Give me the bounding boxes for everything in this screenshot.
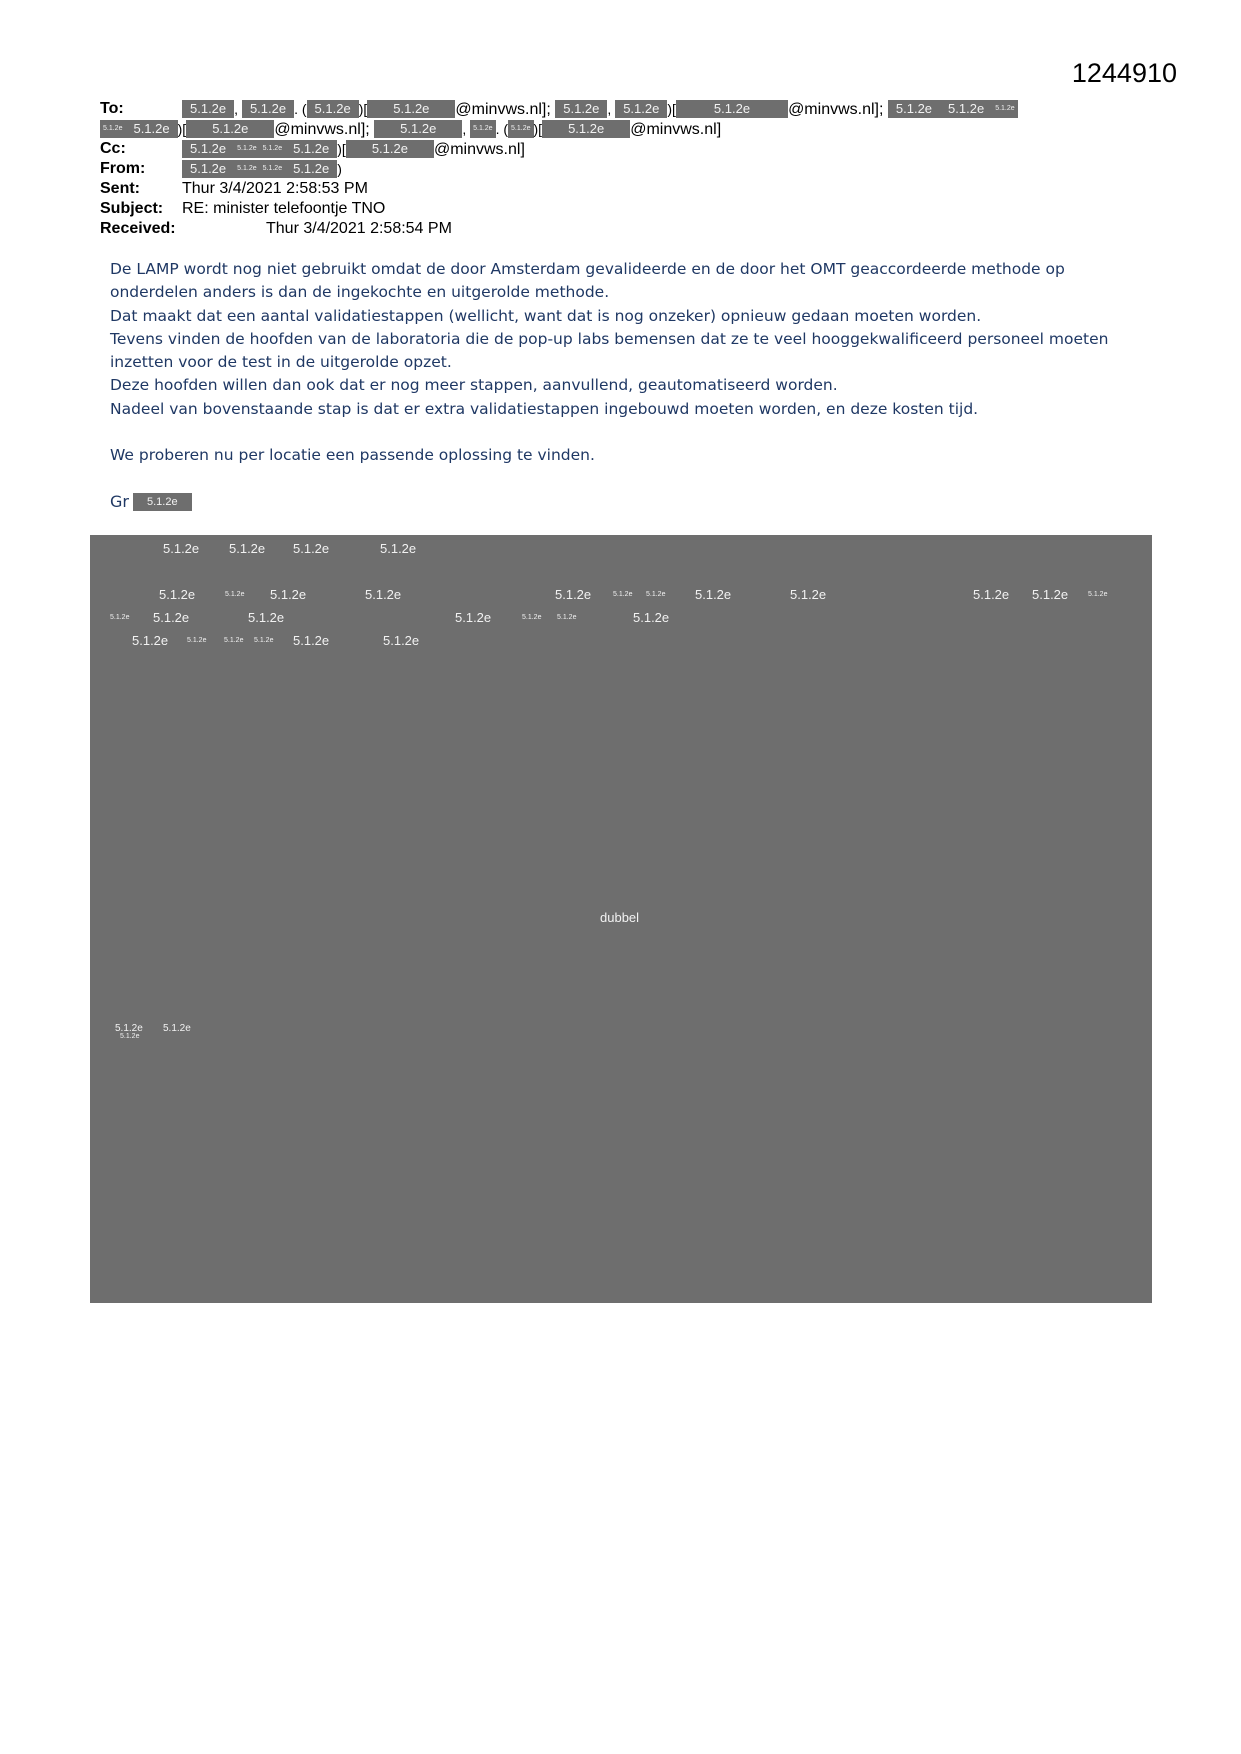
redacted-block — [90, 535, 1152, 1303]
cc-row — [100, 139, 1140, 159]
sent-label: Sent: — [100, 180, 140, 197]
redaction: 5.1.2e — [234, 140, 259, 158]
redaction-label: 5.1.2e — [254, 637, 274, 644]
redaction: 5.1.2e — [100, 120, 125, 138]
from-row — [100, 159, 1140, 179]
greeting — [110, 492, 192, 512]
redaction-label: 5.1.2e — [646, 591, 666, 598]
subject-value: RE: minister telefoontje TNO — [182, 200, 386, 217]
redaction: 5.1.2e — [542, 120, 630, 138]
redaction-label: 5.1.2e — [695, 587, 732, 602]
email-domain: @minvws.nl] — [630, 121, 722, 138]
redaction-label: 5.1.2e — [973, 587, 1010, 602]
subject-label: Subject: — [100, 200, 164, 217]
body-line: Deze hoofden willen dan ook dat er nog meer stappen, aanvullend, geautomatiseerd worden. — [110, 376, 838, 395]
redaction: 5.1.2e — [242, 100, 294, 118]
redaction: 5.1.2e — [367, 100, 455, 118]
sent-value: Thur 3/4/2021 2:58:53 PM — [182, 180, 368, 197]
redaction: 5.1.2e — [508, 120, 533, 138]
redaction-label: 5.1.2e — [110, 614, 130, 621]
redaction-label: 5.1.2e — [633, 610, 670, 625]
redaction-label: 5.1.2e — [159, 587, 196, 602]
redaction-label: 5.1.2e — [522, 614, 542, 621]
received-value: Thur 3/4/2021 2:58:54 PM — [266, 220, 452, 237]
redaction: 5.1.2e — [186, 120, 274, 138]
greeting-text: Gr — [110, 492, 129, 511]
email-header — [100, 99, 1140, 239]
body-line: onderdelen anders is dan de ingekochte en uitgerolde methode. — [110, 283, 610, 302]
subject-row — [100, 199, 1140, 219]
redaction: 5.1.2e — [940, 100, 992, 118]
body-line: Tevens vinden de hoofden van de laboratoria die de pop-up labs bemensen dat ze te veel hooggekwalificeerd personeel moeten — [110, 329, 1109, 348]
redaction-label: 5.1.2e — [225, 591, 245, 598]
redaction-label: 5.1.2e — [132, 633, 169, 648]
redaction: 5.1.2e — [182, 160, 234, 178]
email-body — [110, 258, 1120, 467]
from-label: From: — [100, 160, 146, 177]
body-line: Dat maakt dat een aantal validatiestappen (wellicht, want dat is nog onzeker) opnieuw gedaan moeten worden. — [110, 306, 982, 325]
redaction: 5.1.2e — [470, 120, 495, 138]
redaction-label: 5.1.2e — [1088, 591, 1108, 598]
closing-line: We proberen nu per locatie een passende oplossing te vinden. — [110, 446, 595, 465]
sent-row — [100, 179, 1140, 199]
redaction-label: 5.1.2e — [163, 541, 200, 556]
redaction-label: 5.1.2e — [293, 541, 330, 556]
redaction-label: 5.1.2e — [455, 610, 492, 625]
dubbel-label: dubbel — [600, 910, 640, 925]
received-row — [100, 219, 1140, 239]
redaction: 5.1.2e — [285, 160, 337, 178]
email-domain: @minvws.nl]; — [455, 101, 551, 118]
to-row — [100, 99, 1140, 119]
email-domain: @minvws.nl] — [433, 141, 525, 158]
redaction-label: 5.1.2e — [187, 637, 207, 644]
body-line: Nadeel van bovenstaande stap is dat er extra validatiestappen ingebouwd moeten worden, en deze kosten tijd. — [110, 399, 979, 418]
redaction-label: 5.1.2e — [115, 1023, 143, 1034]
redaction-label: 5.1.2e — [224, 637, 244, 644]
from-value: 5.1.2e 5.1.2e 5.1.2e 5.1.2e ) — [182, 159, 342, 180]
redaction: 5.1.2e — [234, 160, 259, 178]
redaction-label: 5.1.2e — [120, 1033, 140, 1040]
body-line: inzetten voor de test in de uitgerolde opzet. — [110, 353, 452, 372]
redaction: 5.1.2e — [374, 120, 462, 138]
email-domain: @minvws.nl]; — [274, 121, 370, 138]
redaction: 5.1.2e — [555, 100, 607, 118]
redaction: 5.1.2e — [260, 140, 285, 158]
redaction-label: 5.1.2e — [248, 610, 285, 625]
email-domain: @minvws.nl]; — [788, 101, 884, 118]
redaction-label: 5.1.2e — [613, 591, 633, 598]
redaction-label: 5.1.2e — [380, 541, 417, 556]
redaction-label: 5.1.2e — [383, 633, 420, 648]
redaction-label: 5.1.2e — [557, 614, 577, 621]
body-line: De LAMP wordt nog niet gebruikt omdat de door Amsterdam gevalideerde en de door het OMT geaccordeerde methode op — [110, 260, 1065, 278]
redaction-label: 5.1.2e — [555, 587, 592, 602]
redaction: 5.1.2e — [133, 493, 192, 511]
redaction: 5.1.2e — [307, 100, 359, 118]
redaction-label: 5.1.2e — [365, 587, 402, 602]
redaction: 5.1.2e — [346, 140, 434, 158]
to-row-continued — [100, 119, 1140, 139]
cc-label: Cc: — [100, 140, 126, 157]
redaction-label: 5.1.2e — [790, 587, 827, 602]
to-value: 5.1.2e , 5.1.2e . ( 5.1.2e )[ 5.1.2e @minvws.nl]; 5.1.2e , 5.1.2e )[ 5.1.2e @minvws.nl]; 5.1.2e 5.1.2e 5.1.2e — [182, 99, 1018, 120]
received-label: Received: — [100, 220, 176, 237]
redaction-label: 5.1.2e — [270, 587, 307, 602]
redaction-label: 5.1.2e — [1032, 587, 1069, 602]
document-number: 1244910 — [1071, 58, 1177, 88]
redaction-label: 5.1.2e — [293, 633, 330, 648]
redaction-label: 5.1.2e — [229, 541, 266, 556]
redaction: 5.1.2e — [182, 140, 234, 158]
redaction: 5.1.2e — [615, 100, 667, 118]
redaction-label: 5.1.2e — [153, 610, 190, 625]
redaction-label: 5.1.2e — [163, 1023, 191, 1034]
cc-value: 5.1.2e 5.1.2e 5.1.2e 5.1.2e )[ 5.1.2e @minvws.nl] — [182, 139, 525, 160]
redaction: 5.1.2e — [285, 140, 337, 158]
redaction: 5.1.2e — [992, 100, 1017, 118]
to-label: To: — [100, 100, 124, 117]
redaction: 5.1.2e — [888, 100, 940, 118]
redaction: 5.1.2e — [182, 100, 234, 118]
redaction: 5.1.2e — [260, 160, 285, 178]
redaction: 5.1.2e — [676, 100, 788, 118]
redaction: 5.1.2e — [125, 120, 177, 138]
to-value-continued: 5.1.2e 5.1.2e )[ 5.1.2e @minvws.nl]; 5.1.2e , 5.1.2e . ( 5.1.2e )[ 5.1.2e @minvws.nl] — [100, 119, 721, 140]
